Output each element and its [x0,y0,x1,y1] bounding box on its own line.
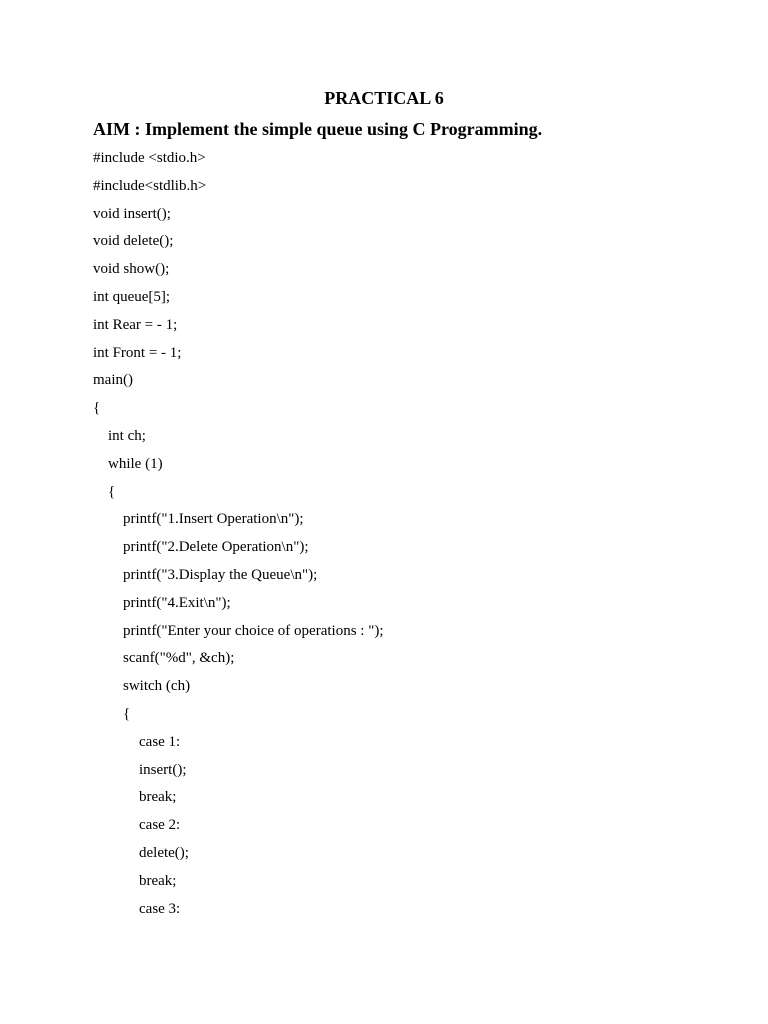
code-line: void show(); [93,261,170,278]
code-line: break; [139,789,177,806]
code-line: case 2: [139,817,181,834]
code-line: #include<stdlib.h> [93,177,207,194]
code-line: main() [93,372,133,389]
code-line: int Front = - 1; [93,344,182,361]
code-line: printf("4.Exit\n"); [123,594,231,611]
code-line: { [108,483,116,500]
aim-statement: AIM : Implement the simple queue using C Programming. [93,119,543,139]
code-line: { [93,400,101,417]
code-line: int queue[5]; [93,288,171,305]
code-line: printf("1.Insert Operation\n"); [123,511,304,528]
code-line: insert(); [139,761,187,778]
code-line: printf("2.Delete Operation\n"); [123,539,309,556]
code-line: int Rear = - 1; [93,316,178,333]
code-line: { [123,705,131,722]
code-listing [93,149,384,927]
document-title: PRACTICAL 6 [324,88,444,108]
code-line: void delete(); [93,233,174,250]
code-line: printf("3.Display the Queue\n"); [123,566,318,583]
code-line: #include <stdio.h> [93,150,206,166]
code-line: void insert(); [93,205,171,222]
code-line: case 3: [139,900,181,917]
code-line: scanf("%d", &ch); [123,650,235,667]
code-line: int ch; [108,427,146,444]
code-line: switch (ch) [123,678,191,695]
code-line: case 1: [139,733,181,750]
code-line: printf("Enter your choice of operations : "); [123,622,384,639]
code-line: while (1) [108,455,163,472]
code-line: delete(); [139,844,189,861]
code-line: break; [139,872,177,889]
